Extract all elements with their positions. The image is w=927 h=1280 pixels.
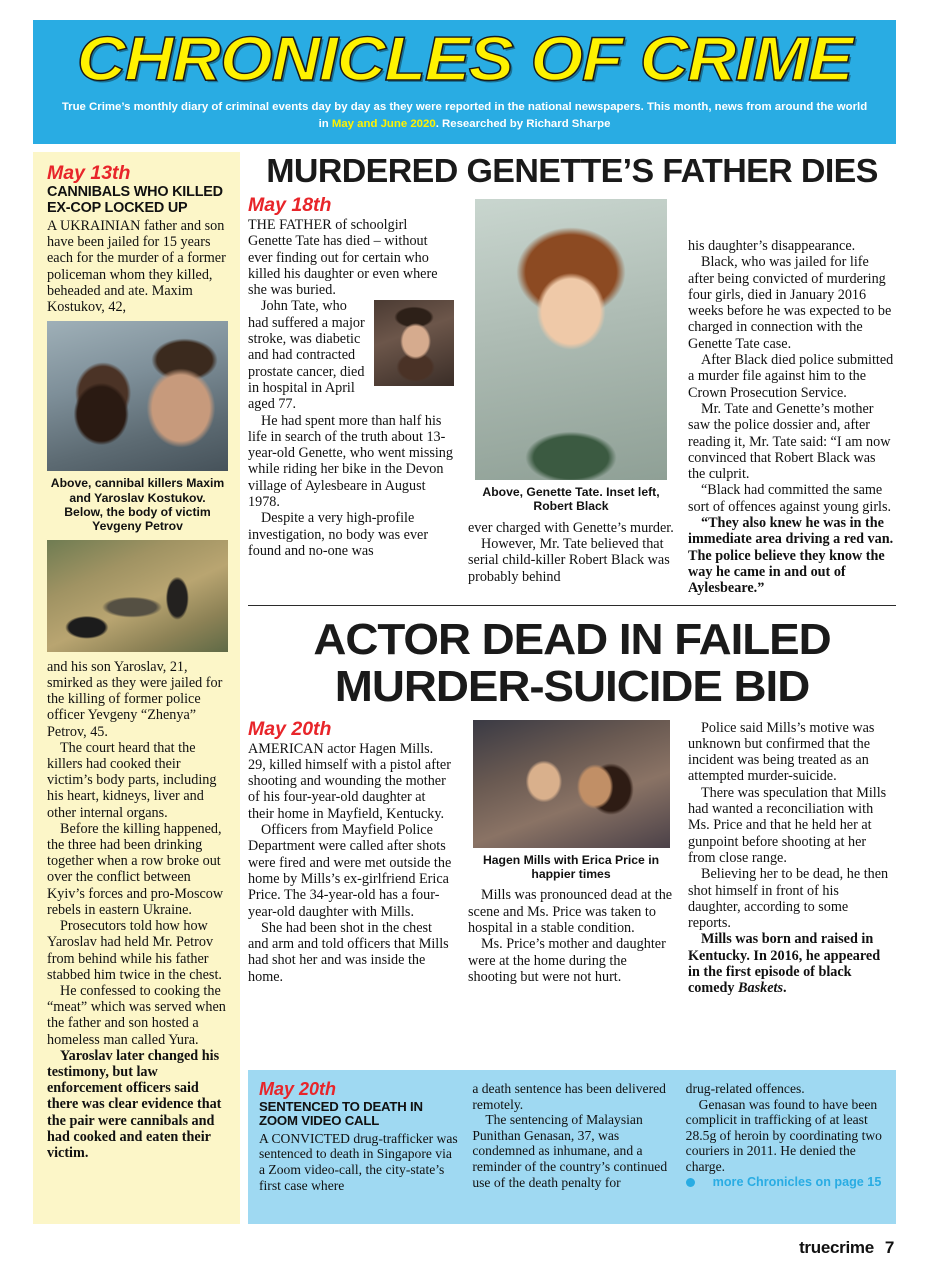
story1-paragraph: Mr. Tate and Genette’s mother saw the police dossier and, after reading it, Mr. Tate said: “I am now convinced that Robert Black was the culprit. xyxy=(688,400,891,483)
sidebar-paragraph: and his son Yaroslav, 21, smirked as they were jailed for the killing of former police officer Yevgeny “Zhenya” Petrov, 45. xyxy=(47,658,223,740)
story2-bold-post: . xyxy=(782,980,787,997)
story2-paragraph: She had been shot in the chest and arm and told officers that Mills had shot her and was inside the home. xyxy=(248,919,449,985)
story2-paragraph: Police said Mills’s motive was unknown but confirmed that the incident was being treated as an attempted murder-suicide. xyxy=(688,719,875,785)
story2-col1-text xyxy=(248,741,454,985)
sidebar-paragraph-bold: Yaroslav later changed his testimony, but law enforcement officers said there was clear evidence that the pair were cannibals and had cooked and eaten their victim. xyxy=(47,1047,222,1161)
hagen-mills-erica-price-photo xyxy=(473,720,670,848)
story2-paragraph: Believing her to be dead, he then shot himself in front of his daughter, according to some reports. xyxy=(688,866,889,932)
story3-paragraph: The sentencing of Malaysian Punithan Genasan, 37, was condemned as inhumane, and a reminder of the country’s continued use of the death penalty for xyxy=(472,1112,668,1190)
sidebar-dateline: May 13th xyxy=(47,162,131,184)
cannibal-killers-photo xyxy=(47,321,228,471)
sidebar-photo-caption: Above, cannibal killers Maxim and Yaroslav Kostukov. Below, the body of victim Yevgeny Petrov xyxy=(50,476,225,534)
sidebar-paragraph: He confessed to cooking the “meat” which was served when the father and son hosted a homeless man called Yura. xyxy=(47,982,226,1048)
more-chronicles-link[interactable] xyxy=(686,1175,885,1191)
story2-col2-text xyxy=(468,887,674,985)
more-chronicles-label: more Chronicles on page 15 xyxy=(712,1174,882,1189)
story3-paragraph: A CONVICTED drug-trafficker was sentenced to death in Singapore via a Zoom video-call, the city-state’s first case where xyxy=(259,1130,458,1193)
story2-paragraph-bold xyxy=(688,931,894,996)
sidebar-paragraph: Prosecutors told how how Yaroslav had held Mr. Petrov from behind while his father stabbed him twice in the chest. xyxy=(47,918,222,983)
story1-paragraph-bold: “They also knew he was in the immediate area driving a red van. The police believe they know the way he came in and out of Aylesbeare.” xyxy=(688,515,894,597)
story2-bold-title: Baskets xyxy=(738,980,783,997)
story1-photo-caption: Above, Genette Tate. Inset left, Robert Black xyxy=(482,485,660,514)
story1-headline: MURDERED GENETTE’S FATHER DIES xyxy=(266,152,878,189)
story1-paragraph: ever charged with Genette’s murder. xyxy=(468,519,674,536)
story2-paragraph: AMERICAN actor Hagen Mills. 29, killed himself with a pistol after shooting and wounding the mother of his four-year-old daughter at their home in Mayfield, Kentucky. xyxy=(248,740,451,822)
masthead-banner xyxy=(33,20,896,144)
story1-col2-text xyxy=(468,520,674,585)
story-hagen-mills xyxy=(248,616,896,997)
story3-col1-text xyxy=(259,1131,458,1193)
story2-column-1 xyxy=(248,718,454,997)
story1-paragraph: After Black died police submitted a murder file against him to the Crown Prosecution Service. xyxy=(688,352,894,401)
page-title: CHRONICLES OF CRIME xyxy=(76,25,853,94)
masthead-subtitle-part1: True Crime’s monthly diary of criminal events day by day as they were reported in the national newspapers. This month, news from around the world in xyxy=(61,101,868,130)
story2-bold-pre: Mills was born and raised in Kentucky. In 2016, he appeared in the first episode of black comedy xyxy=(688,931,881,997)
story2-headline-line1: ACTOR DEAD IN FAILED xyxy=(313,614,831,664)
story3-column-3 xyxy=(686,1079,885,1193)
story3-column-2 xyxy=(472,1079,671,1193)
sidebar-intro-text xyxy=(47,218,228,315)
sidebar-subheadline: CANNIBALS WHO KILLED EX-COP LOCKED UP xyxy=(47,184,223,216)
story1-paragraph: Black, who was jailed for life after being convicted of murdering four girls, died in January 2016 weeks before he was expected to be charged in connection with the Genette Tate case. xyxy=(688,254,892,352)
sidebar-story-cannibals xyxy=(33,152,240,1224)
story1-paragraph: THE FATHER of schoolgirl Genette Tate has died – without ever finding out for certain who killed his daughter or even where she was buried. xyxy=(248,217,438,299)
story1-column-1 xyxy=(248,194,454,597)
story3-paragraph: a death sentence has been delivered remotely. xyxy=(472,1081,666,1112)
story2-paragraph: Officers from Mayfield Police Department were called after shots were fired and were met outside the home by Mills’s ex-girlfriend Erica Price. The 34-year-old has a four-year-old daughter with Mills. xyxy=(248,822,452,920)
story1-paragraph: Despite a very high-profile investigation, no body was ever found and no-one was xyxy=(248,510,429,559)
story1-col1-text xyxy=(248,217,454,559)
story2-col3-text xyxy=(688,720,894,997)
story1-paragraph: his daughter’s disappearance. xyxy=(688,238,856,254)
victim-body-photo xyxy=(47,540,228,652)
story3-column-1 xyxy=(259,1079,458,1193)
story3-dateline: May 20th xyxy=(259,1079,337,1099)
story1-column-3 xyxy=(688,194,894,597)
story2-column-2 xyxy=(468,718,674,997)
page-footer xyxy=(799,1238,894,1258)
story2-paragraph: Mills was pronounced dead at the scene and Ms. Price was taken to hospital in a stable condition. xyxy=(468,887,673,936)
story1-column-2 xyxy=(468,194,674,597)
story3-subheadline: SENTENCED TO DEATH IN ZOOM VIDEO CALL xyxy=(259,1099,423,1129)
story1-paragraph: John Tate, who had suffered a major stroke, was diabetic and had contracted prostate cancer, died in hospital in April aged 77. xyxy=(248,298,365,413)
masthead-subtitle-part2: . Researched by Richard Sharpe xyxy=(435,118,611,130)
story2-paragraph: Ms. Price’s mother and daughter were at the home during the shooting but were not hurt. xyxy=(468,936,666,985)
story1-paragraph: However, Mr. Tate believed that serial child-killer Robert Black was probably behind xyxy=(468,536,670,585)
story2-headline-line2: MURDER-SUICIDE BID xyxy=(334,661,810,711)
footer-brand: truecrime xyxy=(799,1238,874,1257)
story2-paragraph: There was speculation that Mills had wanted a reconciliation with Ms. Price and that he held her at gunpoint before shooting at her from close range. xyxy=(688,784,887,866)
story2-photo-caption: Hagen Mills with Erica Price in happier times xyxy=(482,852,660,881)
story1-col3-text xyxy=(688,238,894,597)
story1-paragraph: “Black had committed the same sort of offences against young girls. xyxy=(688,482,892,515)
sidebar-paragraph: The court heard that the killers had cooked their victim’s body parts, including his heart, kidneys, liver and other internal organs. xyxy=(47,739,217,821)
section-divider xyxy=(248,605,896,606)
story-singapore-zoom-sentencing xyxy=(248,1070,896,1224)
story2-dateline: May 20th xyxy=(248,717,332,740)
story2-column-3 xyxy=(688,718,894,997)
john-tate-photo xyxy=(374,300,454,386)
masthead-subtitle-highlight: May and June 2020 xyxy=(331,118,436,130)
main-content xyxy=(248,152,896,997)
story3-col3-text xyxy=(686,1081,885,1190)
footer-page-number: 7 xyxy=(884,1238,894,1257)
masthead-subtitle xyxy=(33,95,896,133)
story1-paragraph: He had spent more than half his life in search of the truth about 13-year-old Genette, who went missing while riding her bike in the Devon village of Aylesbeare in August 1978. xyxy=(248,412,453,511)
sidebar-body-text xyxy=(47,659,228,1161)
sidebar-paragraph: Before the killing happened, the three had been drinking together when a row broke out over the conflict between Kyiv’s forces and pro-Moscow rebels in eastern Ukraine. xyxy=(47,820,224,918)
sidebar-intro-paragraph: A UKRAINIAN father and son have been jailed for 15 years each for the murder of a former policeman whom they killed, beheaded and ate. Maxim Kostukov, 42, xyxy=(47,218,226,316)
story-genette-tate xyxy=(248,152,896,606)
bullet-dot-icon xyxy=(686,1178,695,1187)
story3-paragraph: drug-related offences. xyxy=(685,1081,805,1096)
story3-paragraph: Genasan was found to have been complicit in trafficking of at least 28.5g of heroin by coordinating two couriers in 2011. He denied the charge. xyxy=(685,1096,882,1174)
story3-col2-text xyxy=(472,1081,671,1190)
story1-dateline: May 18th xyxy=(248,194,332,216)
genette-tate-photo xyxy=(475,199,667,480)
